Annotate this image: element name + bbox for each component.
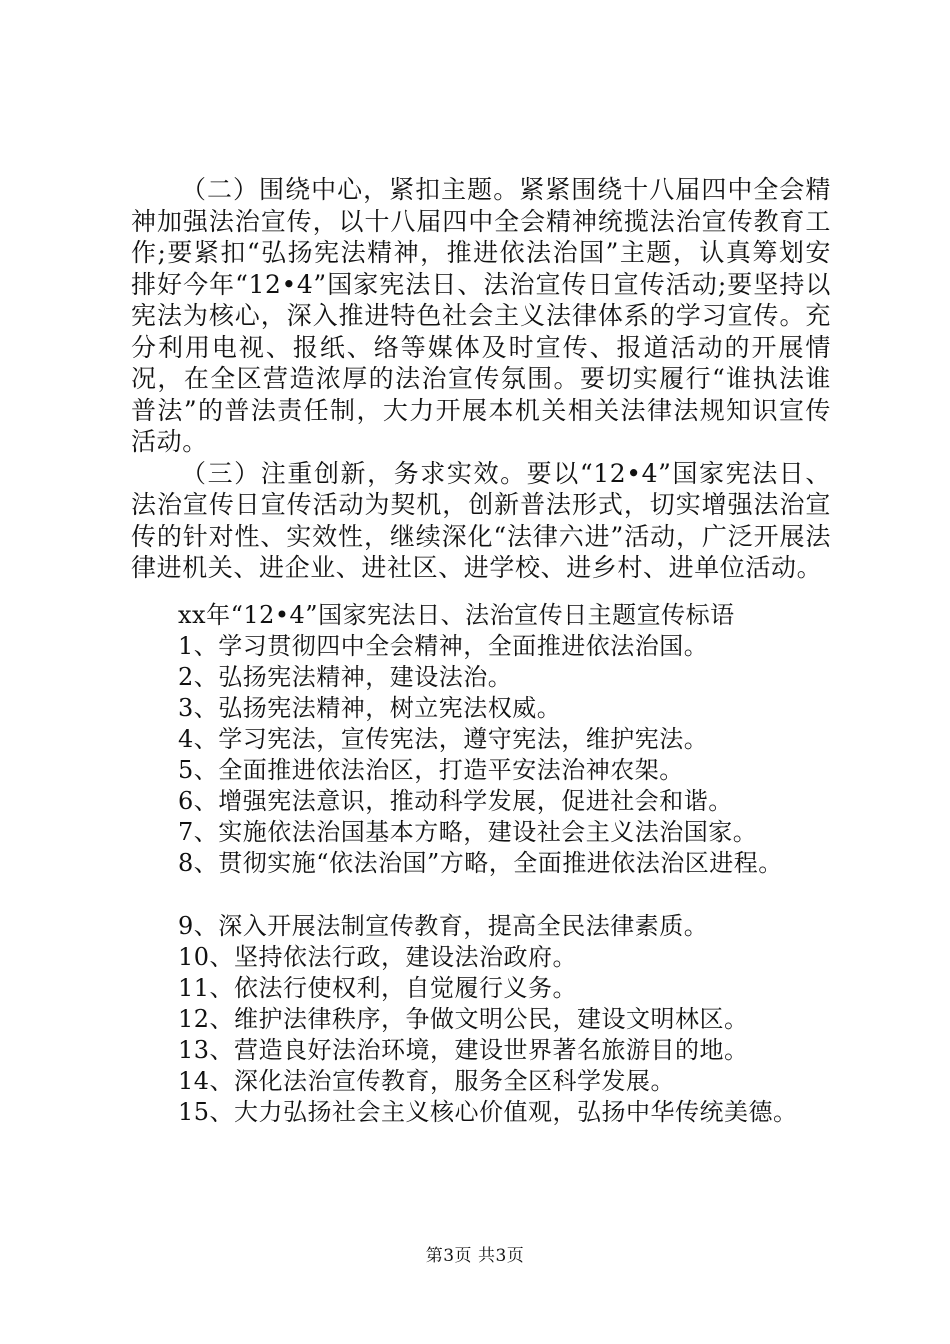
slogan-item: 11、依法行使权利，自觉履行义务。 xyxy=(178,974,578,1002)
slogan-item: 6、增强宪法意识，推动科学发展，促进社会和谐。 xyxy=(178,787,733,815)
slogan-item: 4、学习宪法，宣传宪法，遵守宪法，维护宪法。 xyxy=(178,725,709,753)
body-text xyxy=(131,174,831,584)
slogan-item: 13、营造良好法治环境，建设世界著名旅游目的地。 xyxy=(178,1036,749,1064)
slogan-item: 3、弘扬宪法精神，树立宪法权威。 xyxy=(178,694,562,722)
slogan-item: 7、实施依法治国基本方略，建设社会主义法治国家。 xyxy=(178,818,758,846)
slogan-item: 15、大力弘扬社会主义核心价值观，弘扬中华传统美德。 xyxy=(178,1098,798,1126)
slogan-item: 1、学习贯彻四中全会精神，全面推进依法治国。 xyxy=(178,632,709,660)
paragraph-three: （三）注重创新，务求实效。要以“12•4”国家宪法日、法治宣传日宣传活动为契机，创新普法形式，切实增强法治宣传的针对性、实效性，继续深化“法律六进”活动，广泛开展法律进机关、进企业、进社区、进学校、进乡村、进单位活动。 xyxy=(131,458,831,582)
slogan-item: 10、坚持依法行政，建设法治政府。 xyxy=(178,943,578,971)
slogan-item: 12、维护法律秩序，争做文明公民，建设文明林区。 xyxy=(178,1005,749,1033)
slogan-title: xx年“12•4”国家宪法日、法治宣传日主题宣传标语 xyxy=(178,601,735,629)
slogan-section xyxy=(178,600,838,1128)
slogan-item: 5、全面推进依法治区，打造平安法治神农架。 xyxy=(178,756,684,784)
page-footer xyxy=(0,1245,950,1267)
paragraph-two: （二）围绕中心，紧扣主题。紧紧围绕十八届四中全会精神加强法治宣传，以十八届四中全会精神统揽法治宣传教育工作;要紧扣“弘扬宪法精神，推进依法治国”主题，认真筹划安排好今年“12•4”国家宪法日、法治宣传日宣传活动;要坚持以宪法为核心，深入推进特色社会主义法律体系的学习宣传。充分利用电视、报纸、络等媒体及时宣传、报道活动的开展情况，在全区营造浓厚的法治宣传氛围。要切实履行“谁执法谁普法”的普法责任制，大力开展本机关相关法律法规知识宣传活动。 xyxy=(131,175,831,456)
slogan-item: 2、弘扬宪法精神，建设法治。 xyxy=(178,663,513,691)
page-number: 第3页 共3页 xyxy=(425,1246,525,1266)
slogan-item: 14、深化法治宣传教育，服务全区科学发展。 xyxy=(178,1067,676,1095)
slogan-item: 8、贯彻实施“依法治国”方略，全面推进依法治区进程。 xyxy=(178,849,783,877)
slogan-gap xyxy=(178,879,838,911)
slogan-item: 9、深入开展法制宣传教育，提高全民法律素质。 xyxy=(178,912,709,940)
